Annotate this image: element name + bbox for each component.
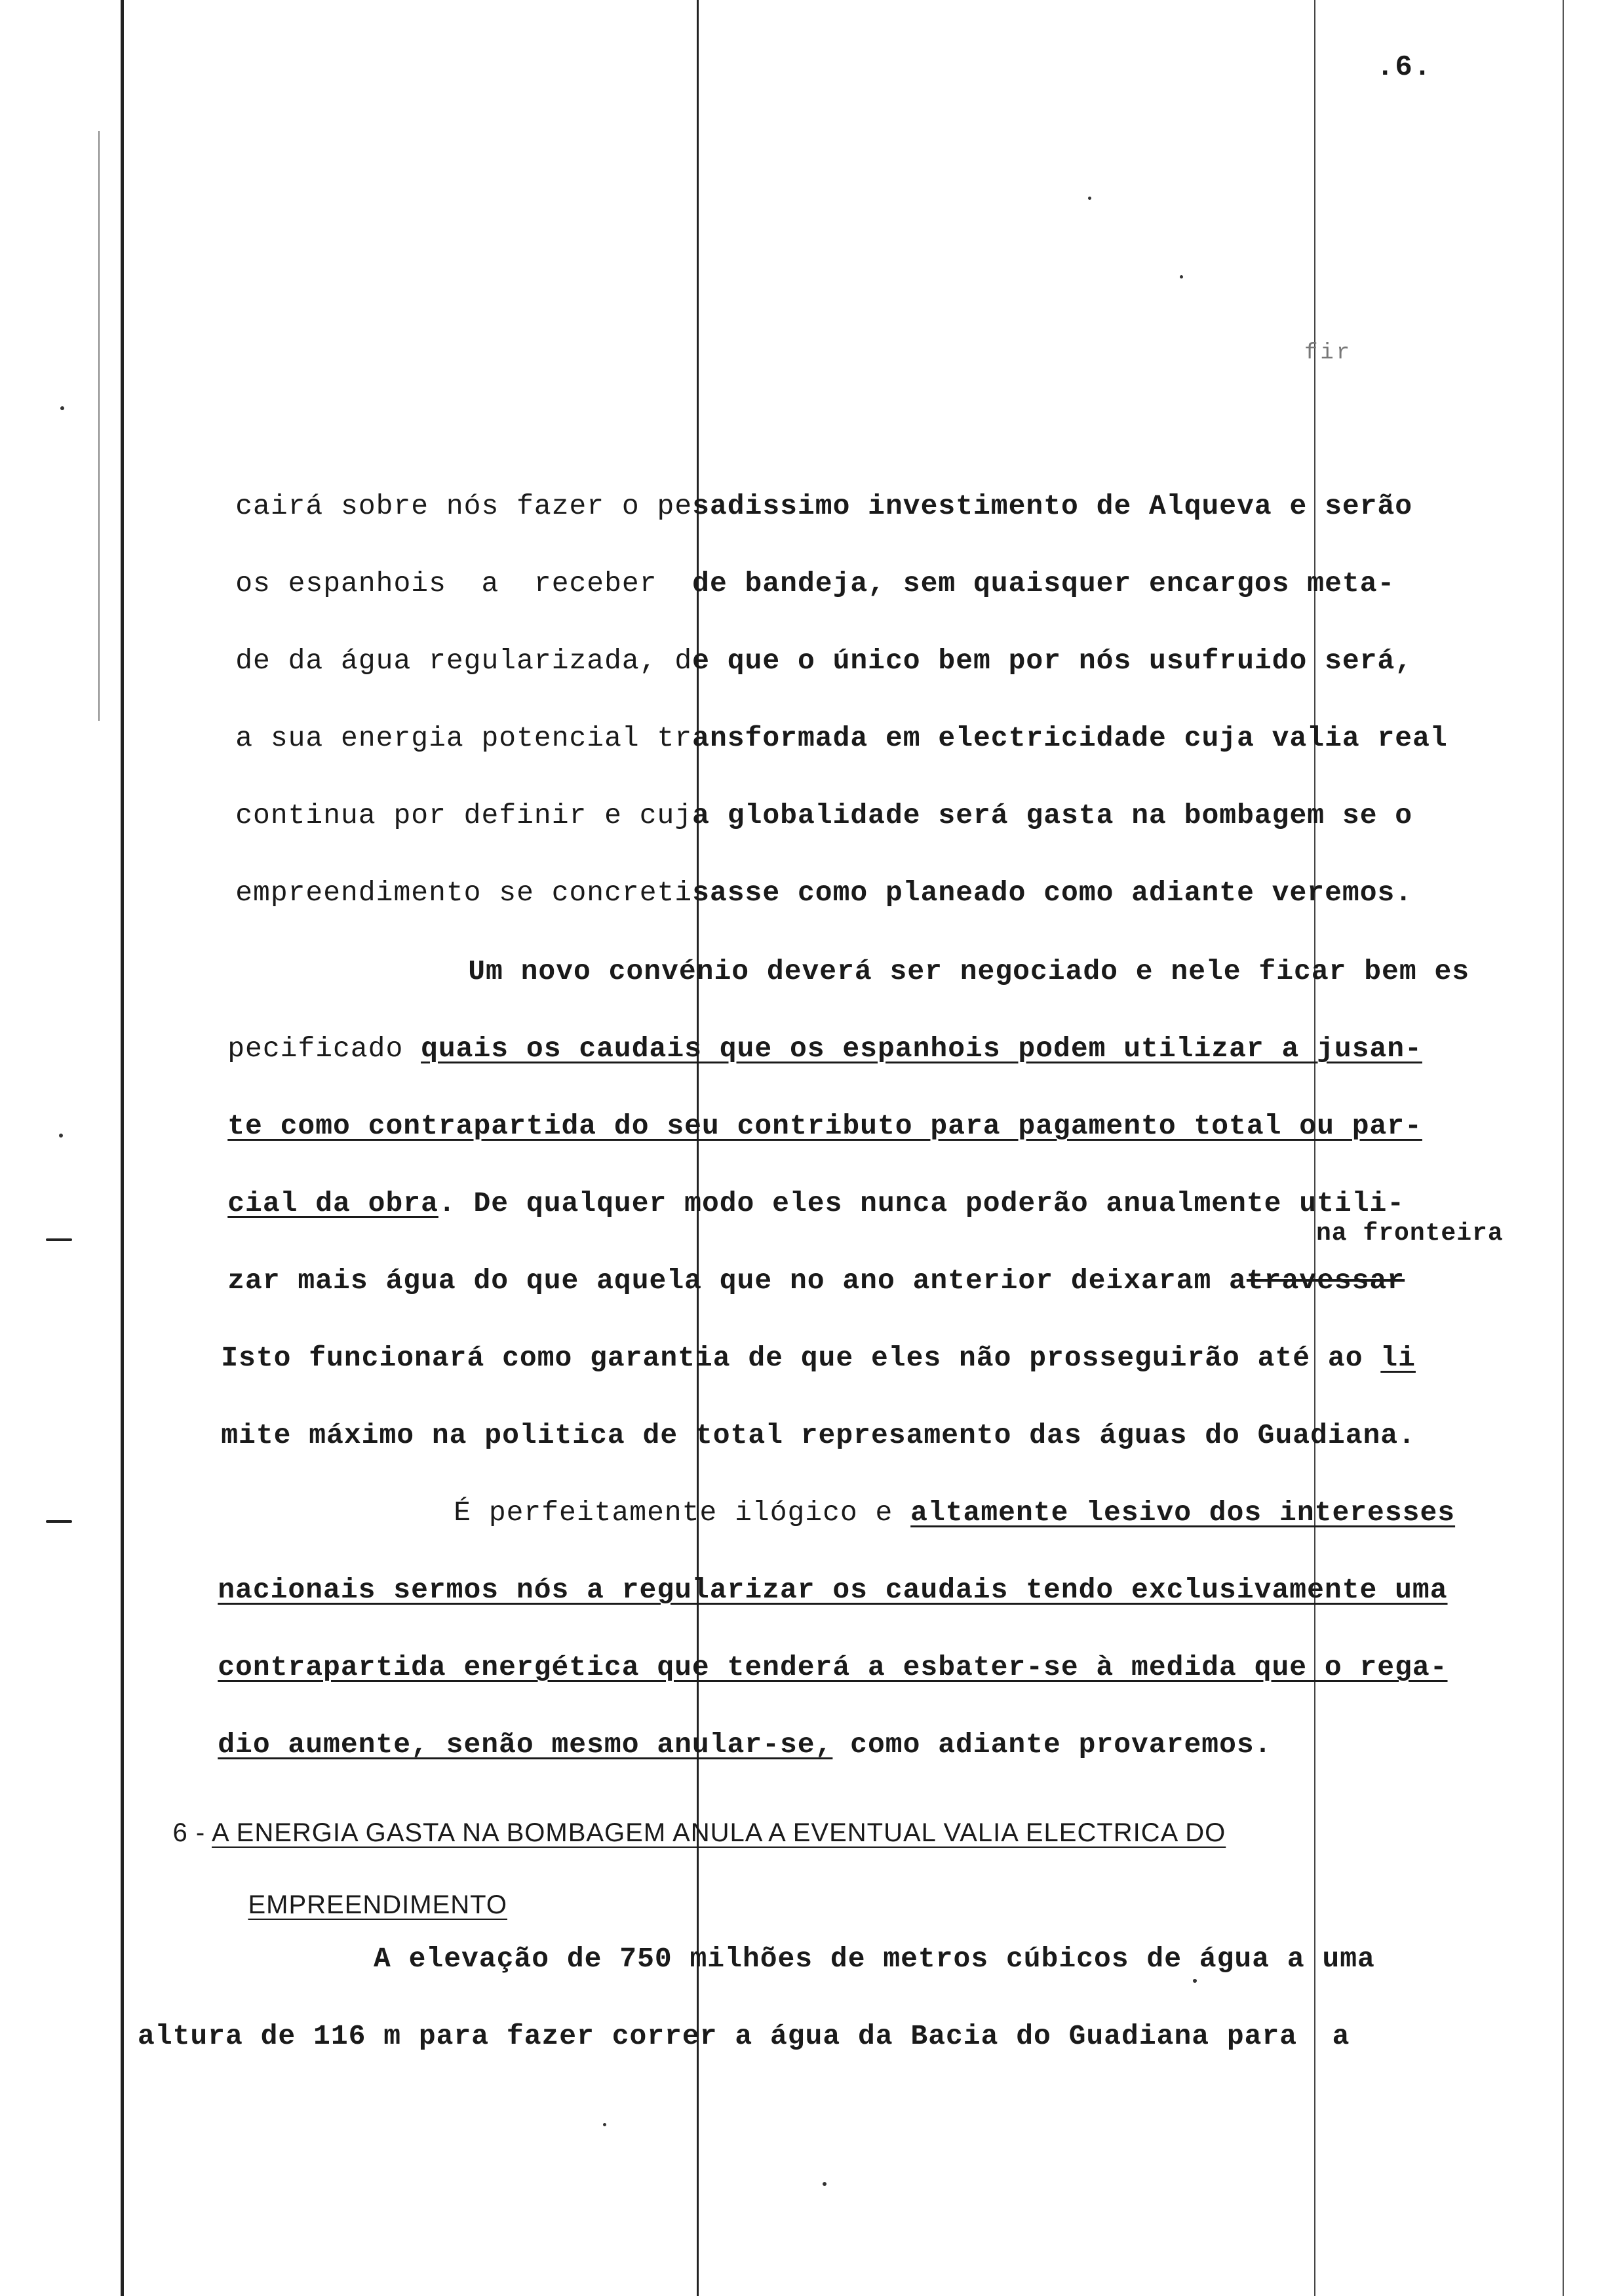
speck xyxy=(823,2182,827,2186)
text-fragment: de da água regularizada, d xyxy=(235,645,693,677)
left-margin-line-faint xyxy=(98,131,100,721)
text-fragment: sadissimo investimento de Alqueva e serão xyxy=(692,490,1413,522)
text-line: altura de 116 m para fazer correr a água da Bacia do Guadiana para a xyxy=(138,2020,1350,2052)
text-fragment: É perfeitamente ilógico e xyxy=(454,1497,911,1529)
text-fragment: empreendimento se concreti xyxy=(235,877,693,909)
text-line xyxy=(151,1393,1416,1478)
right-edge-line xyxy=(1563,0,1564,2296)
left-edge-mark xyxy=(46,1520,72,1523)
speck xyxy=(1180,275,1183,278)
text-line xyxy=(151,1316,1416,1400)
underlined-text: quais os caudais que os espanhois podem utilizar a jusan- xyxy=(421,1033,1422,1065)
speck xyxy=(60,406,64,410)
text-fragment: cairá sobre nós fazer o pe xyxy=(235,490,693,522)
left-margin-line xyxy=(121,0,124,2296)
text-line xyxy=(157,1084,1422,1168)
page-number: .6. xyxy=(1376,51,1433,84)
text-fragment: zar mais água do que aquela que no ano anterior deixaram a xyxy=(227,1265,1247,1297)
underlined-text: altamente lesivo dos interesses xyxy=(910,1497,1456,1529)
text-line xyxy=(165,541,1395,626)
text-line xyxy=(165,851,1412,935)
section-title: EMPREENDIMENTO xyxy=(248,1890,507,1919)
speck xyxy=(1088,197,1091,200)
text-line: A elevação de 750 milhões de metros cúbicos de água a uma xyxy=(374,1943,1375,1975)
underlined-text: dio aumente, senão mesmo anular-se, xyxy=(218,1729,833,1761)
text-line xyxy=(398,929,1469,1014)
underlined-text: nacionais sermos nós a regularizar os caudais tendo exclusivamente uma xyxy=(218,1574,1448,1606)
underlined-text: cial da obra xyxy=(227,1187,438,1219)
text-line xyxy=(157,1161,1405,1246)
speck xyxy=(59,1134,63,1138)
underlined-text: te como contrapartida do seu contributo para pagamento total ou par- xyxy=(227,1110,1422,1142)
text-line xyxy=(165,773,1412,858)
text-line xyxy=(147,1702,1272,1787)
text-line xyxy=(383,1470,1455,1555)
section-heading-continued xyxy=(216,1861,507,1949)
text-fragment: como adiante provaremos. xyxy=(832,1729,1272,1761)
text-fragment: Isto funcionará como garantia de que eles não prosseguirão até ao xyxy=(221,1342,1381,1374)
text-fragment: de bandeja, sem quaisquer encargos meta- xyxy=(692,567,1395,600)
text-fragment: ansformada em electricidade cuja valia real xyxy=(692,722,1448,754)
speck xyxy=(1193,1979,1197,1983)
text-fragment: mite máximo na politica de total represamento das águas do Guadiana. xyxy=(221,1419,1416,1451)
speck xyxy=(603,2123,606,2126)
section-title: A ENERGIA GASTA NA BOMBAGEM ANULA A EVENTUAL VALIA ELECTRICA DO xyxy=(212,1818,1226,1847)
text-line xyxy=(157,1006,1422,1091)
text-fragment: a sua energia potencial tr xyxy=(235,722,693,754)
struck-text: travessar xyxy=(1246,1265,1405,1297)
text-fragment: Um novo convénio deverá ser negociado e nele ficar bem es xyxy=(468,955,1470,987)
faint-bleed-text: fir xyxy=(1304,341,1353,366)
text-line xyxy=(165,464,1412,548)
text-line xyxy=(147,1625,1448,1710)
text-fragment: a globalidade será gasta na bombagem se o xyxy=(692,799,1413,832)
text-fragment: os espanhois a receber xyxy=(235,567,693,600)
handwritten-insert: na fronteira xyxy=(1316,1219,1504,1248)
text-line xyxy=(165,696,1448,780)
text-line xyxy=(165,619,1412,703)
underlined-text: li xyxy=(1380,1342,1416,1374)
left-edge-mark xyxy=(46,1238,72,1241)
underlined-text: contrapartida energética que tenderá a esbater-se à medida que o rega- xyxy=(218,1651,1448,1683)
text-line xyxy=(157,1238,1405,1323)
section-number: 6 - xyxy=(172,1818,212,1847)
text-fragment: e que o único bem por nós usufruido será, xyxy=(692,645,1413,677)
text-fragment: . De qualquer modo eles nunca poderão anualmente utili- xyxy=(438,1187,1405,1219)
text-fragment: continua por definir e cuj xyxy=(235,799,693,832)
text-fragment: pecificado xyxy=(227,1033,421,1065)
text-fragment: sasse como planeado como adiante veremos. xyxy=(692,877,1413,909)
text-line xyxy=(147,1548,1448,1632)
